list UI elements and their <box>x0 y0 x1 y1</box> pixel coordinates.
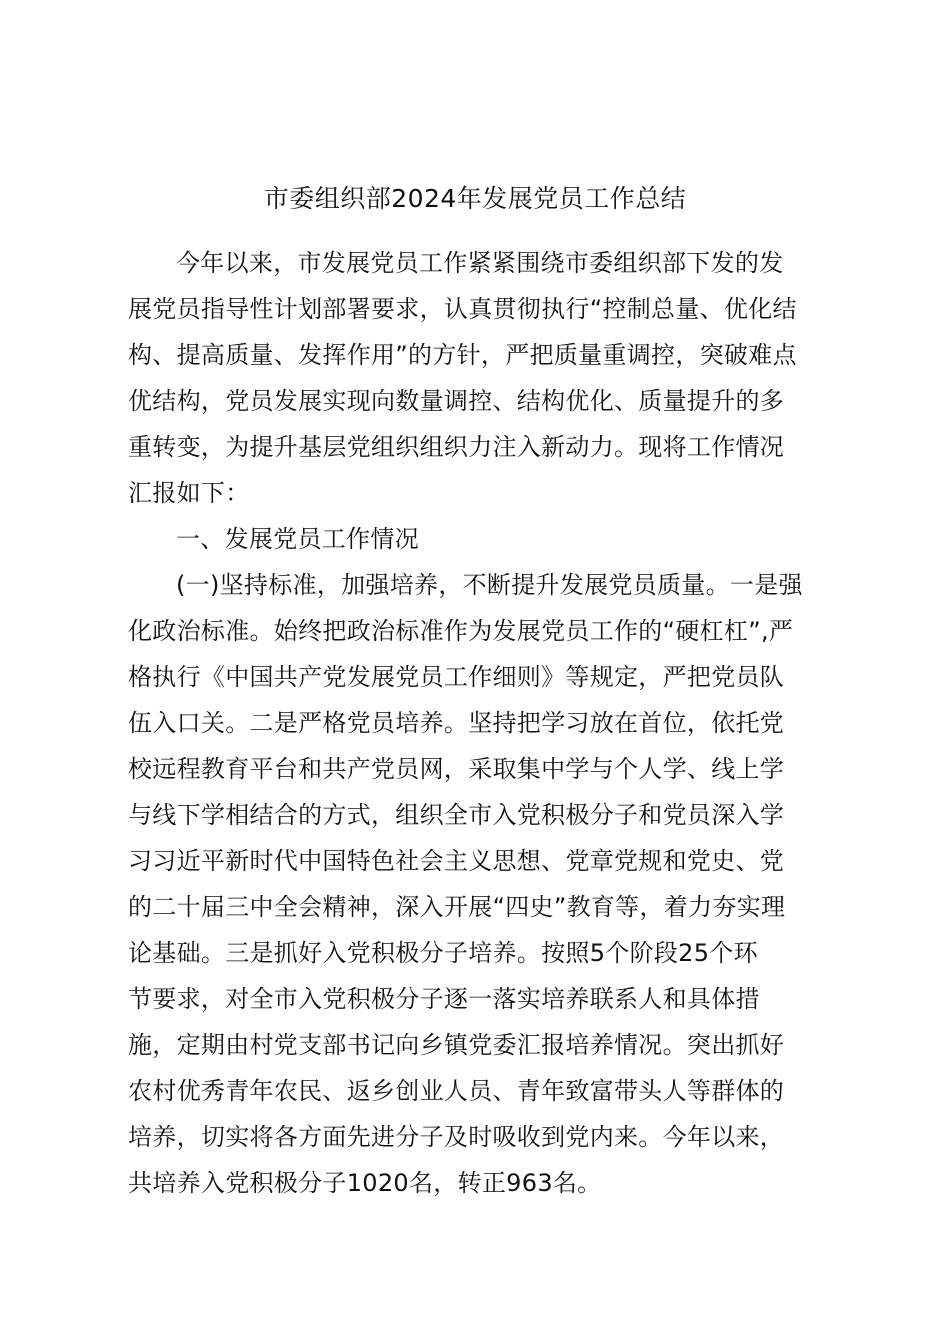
paragraph-line: 构、提高质量、发挥作用”的方针，严把质量重调控，突破难点 <box>128 341 797 369</box>
section-heading: 一、发展党员工作情况 <box>176 525 419 553</box>
paragraph-line: 施，定期由村党支部书记向乡镇党委汇报培养情况。突出抓好 <box>128 1031 785 1059</box>
paragraph-line: 的二十届三中全会精神，深入开展“四史”教育等，着力夯实理 <box>128 893 786 921</box>
paragraph-line: 格执行《中国共产党发展党员工作细则》等规定，严把党员队 <box>128 663 785 691</box>
paragraph-line: 伍入口关。二是严格党员培养。坚持把学习放在首位，依托党 <box>128 709 785 737</box>
paragraph-line: 今年以来，市发展党员工作紧紧围绕市委组织部下发的发 <box>176 249 784 277</box>
paragraph-line: 重转变，为提升基层党组织组织力注入新动力。现将工作情况 <box>128 433 785 461</box>
paragraph-line: (一)坚持标准，加强培养，不断提升发展党员质量。一是强 <box>176 571 803 599</box>
paragraph-line: 农村优秀青年农民、返乡创业人员、青年致富带头人等群体的 <box>128 1077 785 1105</box>
paragraph-line: 共培养入党积极分子1020名，转正963名。 <box>128 1169 602 1197</box>
document-title: 市委组织部2024年发展党员工作总结 <box>263 184 687 213</box>
paragraph-line: 展党员指导性计划部署要求，认真贯彻执行“控制总量、优化结 <box>128 295 797 323</box>
paragraph-line: 论基础。三是抓好入党积极分子培养。按照5个阶段25个环 <box>128 939 758 967</box>
paragraph-line: 节要求，对全市入党积极分子逐一落实培养联系人和具体措 <box>128 985 760 1013</box>
paragraph-line: 习习近平新时代中国特色社会主义思想、党章党规和党史、党 <box>128 847 785 875</box>
paragraph-line: 与线下学相结合的方式，组织全市入党积极分子和党员深入学 <box>128 801 785 829</box>
paragraph-line: 校远程教育平台和共产党员网，采取集中学与个人学、线上学 <box>128 755 785 783</box>
paragraph-line: 化政治标准。始终把政治标准作为发展党员工作的“硬杠杠”,严 <box>128 617 794 645</box>
paragraph-line: 培养，切实将各方面先进分子及时吸收到党内来。今年以来， <box>128 1123 785 1151</box>
paragraph-line: 汇报如下： <box>128 479 250 507</box>
paragraph-line: 优结构，党员发展实现向数量调控、结构优化、质量提升的多 <box>128 387 785 415</box>
